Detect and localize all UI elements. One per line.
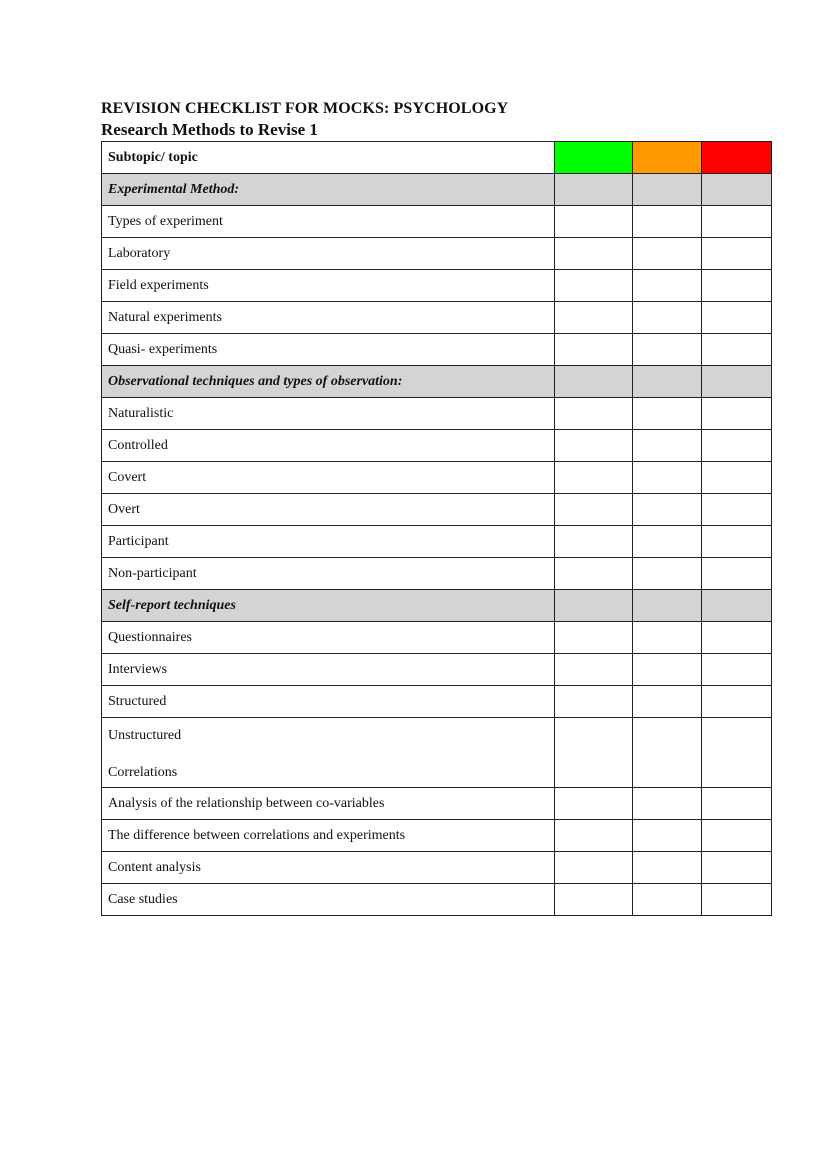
red-rating-cell[interactable] bbox=[702, 270, 772, 302]
red-rating-cell[interactable] bbox=[702, 852, 772, 884]
amber-rating-cell[interactable] bbox=[633, 206, 702, 238]
amber-rating-cell[interactable] bbox=[633, 238, 702, 270]
table-row bbox=[102, 884, 772, 916]
subtopic-column-header: Subtopic/ topic bbox=[102, 142, 555, 174]
green-rating-cell[interactable] bbox=[555, 430, 633, 462]
subtopic-label: Case studies bbox=[102, 884, 555, 916]
red-rating-header bbox=[702, 142, 772, 174]
subtopic-label: Laboratory bbox=[102, 238, 555, 270]
subtopic-label: Content analysis bbox=[102, 852, 555, 884]
amber-rating-cell[interactable] bbox=[633, 526, 702, 558]
subtopic-label: Overt bbox=[102, 494, 555, 526]
red-rating-cell[interactable] bbox=[702, 302, 772, 334]
table-row bbox=[102, 462, 772, 494]
amber-rating-cell bbox=[633, 366, 702, 398]
green-rating-header bbox=[555, 142, 633, 174]
subtopic-label: Naturalistic bbox=[102, 398, 555, 430]
amber-rating-cell[interactable] bbox=[633, 622, 702, 654]
subtopic-label: Natural experiments bbox=[102, 302, 555, 334]
amber-rating-cell[interactable] bbox=[633, 270, 702, 302]
document-subtitle: Research Methods to Revise 1 bbox=[101, 120, 318, 139]
table-row bbox=[102, 622, 772, 654]
green-rating-cell[interactable] bbox=[555, 654, 633, 686]
red-rating-cell[interactable] bbox=[702, 686, 772, 718]
green-rating-cell[interactable] bbox=[555, 462, 633, 494]
table-row bbox=[102, 334, 772, 366]
section-header-row bbox=[102, 590, 772, 622]
table-row bbox=[102, 654, 772, 686]
section-header-row bbox=[102, 366, 772, 398]
amber-rating-cell[interactable] bbox=[633, 884, 702, 916]
red-rating-cell bbox=[702, 590, 772, 622]
subtopic-label: Interviews bbox=[102, 654, 555, 686]
amber-rating-cell[interactable] bbox=[633, 558, 702, 590]
red-rating-cell[interactable] bbox=[702, 526, 772, 558]
red-rating-cell[interactable] bbox=[702, 654, 772, 686]
subtopic-label: The difference between correlations and experiments bbox=[102, 820, 555, 852]
red-rating-cell[interactable] bbox=[702, 238, 772, 270]
green-rating-cell[interactable] bbox=[555, 558, 633, 590]
red-rating-cell bbox=[702, 174, 772, 206]
document-title: REVISION CHECKLIST FOR MOCKS: PSYCHOLOGY bbox=[101, 100, 509, 117]
table-row bbox=[102, 430, 772, 462]
amber-rating-cell[interactable] bbox=[633, 820, 702, 852]
subtopic-label bbox=[102, 718, 555, 788]
red-rating-cell[interactable] bbox=[702, 718, 772, 788]
green-rating-cell[interactable] bbox=[555, 334, 633, 366]
table-row bbox=[102, 558, 772, 590]
green-rating-cell[interactable] bbox=[555, 526, 633, 558]
green-rating-cell[interactable] bbox=[555, 788, 633, 820]
subtopic-label: Structured bbox=[102, 686, 555, 718]
table-row bbox=[102, 820, 772, 852]
section-title: Self-report techniques bbox=[102, 590, 555, 622]
green-rating-cell[interactable] bbox=[555, 884, 633, 916]
amber-rating-cell bbox=[633, 590, 702, 622]
amber-rating-cell[interactable] bbox=[633, 334, 702, 366]
red-rating-cell[interactable] bbox=[702, 558, 772, 590]
amber-rating-cell[interactable] bbox=[633, 398, 702, 430]
amber-rating-cell[interactable] bbox=[633, 462, 702, 494]
subtopic-label: Questionnaires bbox=[102, 622, 555, 654]
table-row bbox=[102, 852, 772, 884]
green-rating-cell bbox=[555, 174, 633, 206]
amber-rating-header bbox=[633, 142, 702, 174]
amber-rating-cell[interactable] bbox=[633, 686, 702, 718]
red-rating-cell[interactable] bbox=[702, 622, 772, 654]
subtopic-label: Field experiments bbox=[102, 270, 555, 302]
table-row bbox=[102, 526, 772, 558]
green-rating-cell[interactable] bbox=[555, 718, 633, 788]
section-title: Observational techniques and types of observation: bbox=[102, 366, 555, 398]
green-rating-cell[interactable] bbox=[555, 398, 633, 430]
amber-rating-cell[interactable] bbox=[633, 494, 702, 526]
table-row bbox=[102, 718, 772, 788]
amber-rating-cell bbox=[633, 174, 702, 206]
amber-rating-cell[interactable] bbox=[633, 852, 702, 884]
green-rating-cell[interactable] bbox=[555, 206, 633, 238]
amber-rating-cell[interactable] bbox=[633, 654, 702, 686]
table-row bbox=[102, 494, 772, 526]
subtopic-label: Analysis of the relationship between co-variables bbox=[102, 788, 555, 820]
green-rating-cell bbox=[555, 366, 633, 398]
green-rating-cell[interactable] bbox=[555, 820, 633, 852]
table-row bbox=[102, 788, 772, 820]
table-row bbox=[102, 270, 772, 302]
table-row bbox=[102, 302, 772, 334]
red-rating-cell[interactable] bbox=[702, 884, 772, 916]
amber-rating-cell[interactable] bbox=[633, 788, 702, 820]
amber-rating-cell[interactable] bbox=[633, 718, 702, 788]
subtopic-label: Controlled bbox=[102, 430, 555, 462]
red-rating-cell[interactable] bbox=[702, 206, 772, 238]
red-rating-cell[interactable] bbox=[702, 788, 772, 820]
red-rating-cell bbox=[702, 366, 772, 398]
section-title: Experimental Method: bbox=[102, 174, 555, 206]
red-rating-cell[interactable] bbox=[702, 820, 772, 852]
red-rating-cell[interactable] bbox=[702, 334, 772, 366]
amber-rating-cell[interactable] bbox=[633, 430, 702, 462]
table-row bbox=[102, 398, 772, 430]
table-row bbox=[102, 238, 772, 270]
table-header-row bbox=[102, 142, 772, 174]
red-rating-cell[interactable] bbox=[702, 462, 772, 494]
subtopic-label-line: Unstructured bbox=[108, 728, 182, 743]
subtopic-label: Participant bbox=[102, 526, 555, 558]
subtopic-label: Non-participant bbox=[102, 558, 555, 590]
green-rating-cell[interactable] bbox=[555, 270, 633, 302]
subtopic-label: Types of experiment bbox=[102, 206, 555, 238]
green-rating-cell bbox=[555, 590, 633, 622]
subtopic-label: Quasi- experiments bbox=[102, 334, 555, 366]
green-rating-cell[interactable] bbox=[555, 622, 633, 654]
green-rating-cell[interactable] bbox=[555, 852, 633, 884]
green-rating-cell[interactable] bbox=[555, 686, 633, 718]
green-rating-cell[interactable] bbox=[555, 302, 633, 334]
table-row bbox=[102, 206, 772, 238]
subtopic-label: Covert bbox=[102, 462, 555, 494]
revision-checklist-table bbox=[101, 141, 772, 916]
section-header-row bbox=[102, 174, 772, 206]
red-rating-cell[interactable] bbox=[702, 430, 772, 462]
amber-rating-cell[interactable] bbox=[633, 302, 702, 334]
red-rating-cell[interactable] bbox=[702, 494, 772, 526]
green-rating-cell[interactable] bbox=[555, 238, 633, 270]
red-rating-cell[interactable] bbox=[702, 398, 772, 430]
table-row bbox=[102, 686, 772, 718]
green-rating-cell[interactable] bbox=[555, 494, 633, 526]
subtopic-label-line: Correlations bbox=[108, 765, 178, 780]
